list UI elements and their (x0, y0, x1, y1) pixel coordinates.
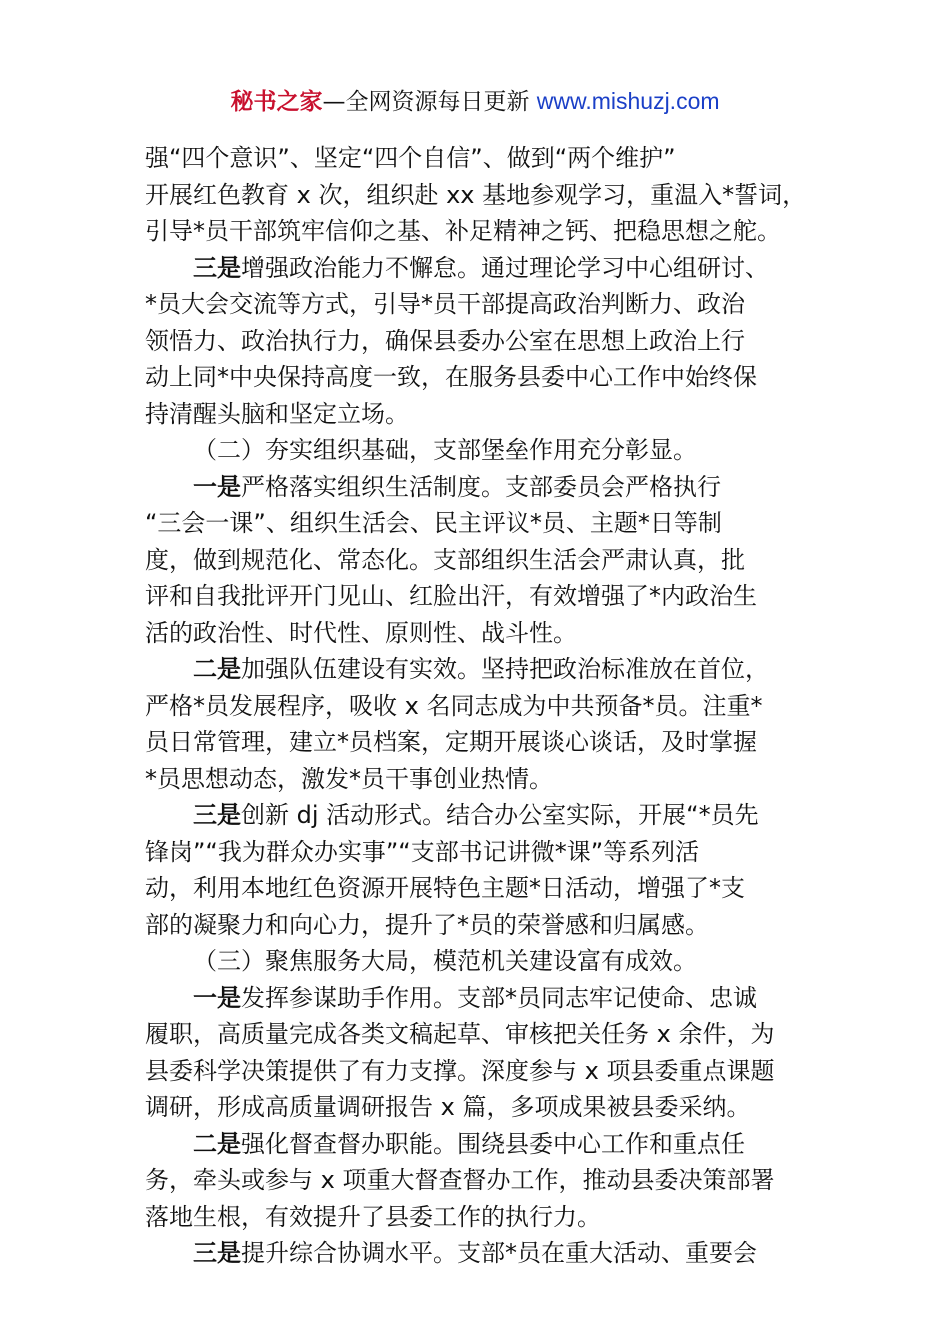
paragraph-lead: 二是 (193, 655, 241, 683)
line-text: （三）聚焦服务大局，模范机关建设富有成效。 (193, 947, 697, 975)
line-text: 强“四个意识”、坚定“四个自信”、做到“两个维护” (145, 144, 676, 172)
text-line (145, 396, 810, 433)
text-line (145, 177, 810, 214)
line-text: 严格落实组织生活制度。支部委员会严格执行 (241, 472, 721, 501)
paragraph-lead: 三是 (193, 1239, 241, 1267)
line-text: 活的政治性、时代性、原则性、战斗性。 (145, 618, 577, 647)
text-line (145, 797, 810, 834)
line-text: 务，牵头或参与 x 项重大督查督办工作，推动县委决策部署 (145, 1166, 775, 1194)
header-tagline: 全网资源每日更新 (345, 89, 530, 115)
line-text: 强化督查督办职能。围绕县委中心工作和重点任 (241, 1129, 745, 1158)
text-line (145, 1235, 810, 1272)
site-header (0, 86, 950, 117)
line-text: 县委科学决策提供了有力支撑。深度参与 x 项县委重点课题 (145, 1056, 775, 1085)
paragraph-lead: 一是 (193, 983, 241, 1012)
line-text: 度，做到规范化、常态化。支部组织生活会严肃认真，批 (145, 545, 745, 574)
text-line (145, 469, 810, 506)
text-line (145, 359, 810, 396)
line-text: （二）夯实组织基础，支部堡垒作用充分彰显。 (193, 436, 697, 464)
line-text: 评和自我批评开门见山、红脸出汗，有效增强了*内政治生 (145, 582, 757, 610)
brand-name: 秘书之家 (230, 89, 323, 115)
text-line (145, 761, 810, 798)
line-text: *员大会交流等方式，引导*员干部提高政治判断力、政治 (145, 290, 745, 318)
line-text: 调研，形成高质量调研报告 x 篇，多项成果被县委采纳。 (145, 1093, 751, 1121)
line-text: 落地生根，有效提升了县委工作的执行力。 (145, 1202, 601, 1231)
line-text: 创新 dj 活动形式。结合办公室实际，开展“*员先 (241, 801, 759, 829)
text-line (145, 870, 810, 907)
text-line (145, 724, 810, 761)
line-text: 持清醒头脑和坚定立场。 (145, 399, 409, 428)
text-line (145, 1199, 810, 1236)
line-text: “三会一课”、组织生活会、民主评议*员、主题*日等制 (145, 509, 722, 537)
line-text: 动，利用本地红色资源开展特色主题*日活动，增强了*支 (145, 874, 745, 902)
paragraph-lead: 三是 (193, 253, 241, 282)
text-line (145, 1089, 810, 1126)
line-text: 锋岗”“我为群众办实事”“支部书记讲微*课”等系列活 (145, 837, 700, 866)
text-line (145, 1053, 810, 1090)
text-line (145, 980, 810, 1017)
text-line (145, 834, 810, 871)
header-dash: — (322, 89, 346, 115)
line-text: 严格*员发展程序，吸收 x 名同志成为中共预备*员。注重* (145, 691, 763, 720)
line-text: 开展红色教育 x 次，组织赴 xx 基地参观学习，重温入*誓词， (145, 180, 807, 209)
document-body (145, 140, 810, 1272)
text-line (145, 578, 810, 615)
line-text: 部的凝聚力和向心力，提升了*员的荣誉感和归属感。 (145, 910, 709, 939)
line-text: 增强政治能力不懈怠。通过理论学习中心组研讨、 (241, 253, 769, 282)
line-text: 引导*员干部筑牢信仰之基、补足精神之钙、把稳思想之舵。 (145, 217, 781, 245)
line-text: *员思想动态，激发*员干事创业热情。 (145, 764, 553, 793)
line-text: 动上同*中央保持高度一致，在服务县委中心工作中始终保 (145, 363, 757, 391)
text-line (145, 1016, 810, 1053)
line-text: 提升综合协调水平。支部*员在重大活动、重要会 (241, 1239, 757, 1267)
text-line (145, 505, 810, 542)
text-line (145, 615, 810, 652)
text-line (145, 213, 810, 250)
site-url-link[interactable]: www.mishuzj.com (536, 88, 720, 114)
text-line (145, 1162, 810, 1199)
paragraph-lead: 三是 (193, 801, 241, 829)
text-line (145, 651, 810, 688)
line-text: 履职，高质量完成各类文稿起草、审核把关任务 x 余件，为 (145, 1020, 775, 1048)
line-text: 员日常管理，建立*员档案，定期开展谈心谈话，及时掌握 (145, 728, 757, 756)
text-line (145, 323, 810, 360)
paragraph-lead: 二是 (193, 1129, 241, 1158)
line-text: 发挥参谋助手作用。支部*员同志牢记使命、忠诚 (241, 983, 757, 1012)
line-text: 加强队伍建设有实效。坚持把政治标准放在首位， (241, 655, 769, 683)
text-line (145, 432, 810, 469)
paragraph-lead: 一是 (193, 472, 241, 501)
text-line (145, 250, 810, 287)
text-line (145, 907, 810, 944)
text-line (145, 542, 810, 579)
line-text: 领悟力、政治执行力，确保县委办公室在思想上政治上行 (145, 326, 745, 355)
text-line (145, 688, 810, 725)
text-line (145, 1126, 810, 1163)
text-line (145, 140, 810, 177)
text-line (145, 943, 810, 980)
text-line (145, 286, 810, 323)
